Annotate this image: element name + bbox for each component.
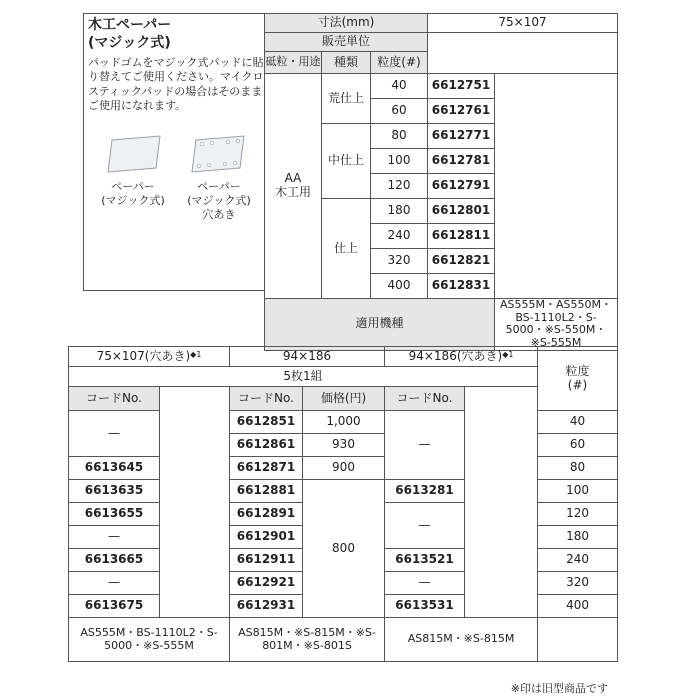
price-header: 価格(円) [303,387,385,411]
table-row: 320 6612821 [265,249,618,274]
table-row [69,367,618,387]
type-header: 種類 [322,52,371,74]
table-row: 仕上 180 6612801 [265,199,618,224]
diamond-mark: ◆1 [190,349,202,359]
code-header: コードNo. [69,387,160,411]
models-2: AS815M・※S-815M・※S-801M・※S-801S [230,618,385,662]
table-row: — 6612851 1,000 — 40 [69,411,618,434]
footnote: ※印は旧型商品です [510,682,608,695]
spec-table-bottom [68,346,618,662]
models-1: AS555M・BS-1110L2・S-5000・※S-555M [69,618,230,662]
spec-table-75x107 [264,13,618,351]
code-header: コードNo. [385,387,465,411]
table-row: — 6612921 — 320 [69,572,618,595]
unit-value: 5枚1組 [69,367,538,387]
product-title: 木工ペーパー (マジック式) [88,17,172,52]
table-row: 中仕上 80 6612771 [265,124,618,149]
abrasive-header: 砥粒・用途 [265,52,322,74]
table-row [265,33,618,52]
paper-caption: ペーパー (マジック式) [101,180,165,207]
table-row: 6613675 6612931 6613531 400 [69,595,618,618]
usage-description: パッドゴムをマジック式パッドに貼り替えてご使用ください。マイクロスティックパッドの場合はそのままご使用になれます。 [88,56,264,112]
type-rough: 荒仕上 [322,74,371,124]
models-3: AS815M・※S-815M [385,618,538,662]
size-label: 寸法(mm) [265,14,428,33]
table-row [69,387,618,411]
table-row: 6613655 6612891 — 120 [69,503,618,526]
table-row [69,618,618,662]
type-finish: 仕上 [322,199,371,299]
table-row: 6612861 930 60 [69,434,618,457]
table-row: 6613645 6612871 900 80 [69,457,618,480]
code-header: コードNo. [230,387,303,411]
table-row: 120 6612791 [265,174,618,199]
size-value: 75×107 [428,14,618,33]
table-row [265,14,618,33]
perforated-paper-sheet-image [188,134,248,174]
grit-header: 粒度 (#) [538,347,618,411]
perforated-paper-caption: ペーパー (マジック式) 穴あき [187,180,251,221]
unit-label: 販売単位 [265,33,428,52]
diamond-mark: ◆1 [502,349,514,359]
table-row: 6613665 6612911 6613521 240 [69,549,618,572]
table-row: — 6612901 180 [69,526,618,549]
grit-header: 粒度(#) [371,52,428,74]
intro-panel [83,13,264,291]
models-value: AS555M・AS550M・BS-1110L2・S-5000・※S-550M・※S-555M [495,299,618,351]
col3-header: 94×186(穴あき)$^{◆1}$ [385,347,538,367]
table-row: 6613635 6612881 800 6613281 100 [69,480,618,503]
table-row: 400 6612831 [265,274,618,299]
table-row: 240 6612811 [265,224,618,249]
table-row: AA 木工用 荒仕上 40 6612751 [265,74,618,99]
models-label: 適用機種 [265,299,495,351]
type-medium: 中仕上 [322,124,371,199]
table-row [69,347,618,367]
abrasive-cell: AA 木工用 [265,74,322,299]
col1-header: 75×107(穴あき)$^{◆1}$ [69,347,230,367]
paper-sheet-image [104,134,164,174]
table-row [265,299,618,351]
col2-header: 94×186 [230,347,385,367]
table-row: 100 6612781 [265,149,618,174]
table-row: 60 6612761 [265,99,618,124]
